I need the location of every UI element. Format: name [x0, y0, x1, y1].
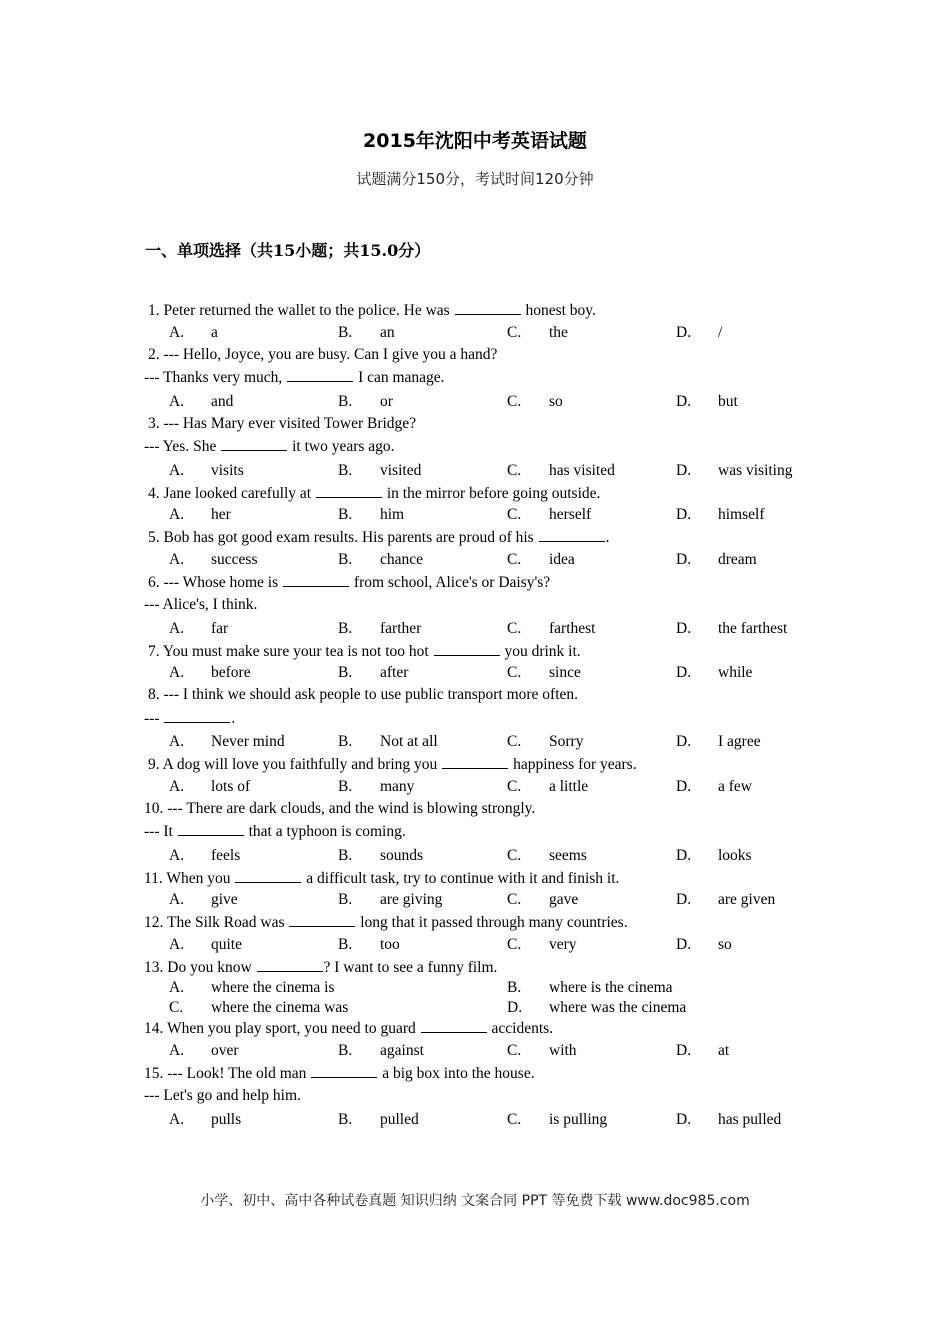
question-item	[0, 798, 950, 867]
options-row	[0, 1040, 950, 1062]
option-text: over	[211, 1041, 239, 1059]
option-letter: A.	[169, 733, 185, 750]
footer-text: 小学、初中、高中各种试卷真题 知识归纳 文案合同 PPT 等免费下载 www.doc985.com	[200, 1193, 750, 1209]
option-text: has pulled	[718, 1110, 782, 1128]
question-stem	[0, 571, 950, 594]
stem-text: --- Alice's, I think.	[144, 596, 258, 613]
option-text: far	[211, 619, 229, 637]
question-item	[0, 640, 950, 685]
options-row	[0, 504, 950, 526]
option-text: farther	[380, 619, 422, 637]
option-letter: A.	[169, 619, 185, 637]
stem-text: 3. --- Has Mary ever visited Tower Bridge?	[148, 414, 417, 432]
stem-text: 7. You must make sure your tea is not too hot	[148, 642, 433, 660]
stem-text: 2. --- Hello, Joyce, you are busy. Can I give you a hand?	[148, 345, 498, 363]
option-letter: D.	[676, 323, 692, 341]
option-letter: B.	[507, 979, 522, 996]
stem-text: 10. --- There are dark clouds, and the wind is blowing strongly.	[144, 799, 536, 817]
stem-text: accidents.	[487, 1020, 554, 1037]
option-letter: A.	[169, 664, 185, 681]
options-row	[0, 845, 950, 867]
option-text: where was the cinema	[549, 998, 687, 1016]
option-letter: B.	[338, 619, 353, 637]
stem-text: from school, Alice's or Daisy's?	[350, 573, 551, 591]
question-item	[0, 482, 950, 527]
option-text: after	[380, 664, 409, 681]
section-heading: 一、单项选择（共15小题；共15.0分）	[145, 241, 431, 260]
option-text: where the cinema is	[211, 979, 335, 996]
option-text: feels	[211, 846, 241, 864]
option-letter: C.	[507, 550, 522, 568]
answer-blank	[221, 435, 287, 451]
option-text: with	[549, 1041, 577, 1059]
answer-blank	[442, 753, 508, 769]
answer-blank	[287, 366, 353, 382]
option-letter: B.	[338, 461, 353, 479]
question-stem	[0, 482, 950, 505]
options-row	[0, 776, 950, 798]
option-text: many	[380, 777, 415, 795]
question-stem	[0, 867, 950, 890]
option-text: too	[380, 935, 400, 953]
option-letter: C.	[507, 619, 522, 637]
option-text: her	[211, 506, 231, 523]
option-letter: D.	[676, 733, 692, 750]
answer-blank	[539, 526, 605, 542]
option-letter: C.	[507, 935, 522, 953]
option-letter: C.	[507, 392, 522, 410]
question-item	[0, 526, 950, 571]
option-letter: A.	[169, 1041, 185, 1059]
stem-text: --- Yes. She	[144, 438, 221, 455]
option-text: a few	[718, 777, 752, 795]
option-text: herself	[549, 506, 592, 523]
option-text: at	[718, 1041, 730, 1059]
option-letter: A.	[169, 550, 185, 568]
option-letter: C.	[507, 506, 522, 523]
option-text: seems	[549, 846, 587, 864]
option-letter: C.	[507, 1041, 522, 1059]
stem-text: --- Let's go and help him.	[144, 1087, 301, 1104]
question-stem	[0, 1017, 950, 1040]
option-text: so	[549, 392, 563, 410]
stem-text: ---	[144, 709, 164, 727]
options-row	[0, 731, 950, 753]
option-text: quite	[211, 935, 242, 953]
question-item	[0, 911, 950, 956]
question-stem	[0, 640, 950, 663]
question-item	[0, 753, 950, 798]
question-stem	[0, 299, 950, 322]
dialogue-reply	[0, 707, 950, 732]
question-stem	[0, 1062, 950, 1085]
options-row	[0, 998, 950, 1018]
option-letter: C.	[507, 777, 522, 795]
answer-blank	[235, 867, 301, 883]
option-text: I agree	[718, 733, 761, 750]
stem-text: it two years ago.	[288, 438, 395, 455]
option-text: the	[549, 323, 568, 341]
options-row	[0, 549, 950, 571]
option-letter: D.	[676, 506, 692, 523]
stem-text: that a typhoon is coming.	[244, 823, 406, 840]
option-text: is pulling	[549, 1110, 608, 1128]
stem-text: 14. When you play sport, you need to guard	[144, 1020, 420, 1037]
option-text: visited	[380, 461, 422, 479]
stem-text: 13. Do you know	[144, 958, 256, 976]
option-letter: C.	[507, 1110, 522, 1128]
answer-blank	[283, 571, 349, 587]
option-letter: D.	[507, 998, 523, 1016]
answer-blank	[455, 299, 521, 315]
answer-blank	[178, 820, 244, 836]
option-text: sounds	[380, 846, 424, 864]
option-letter: A.	[169, 323, 185, 341]
option-text: gave	[549, 891, 579, 908]
stem-text: --- It	[144, 823, 177, 840]
question-item	[0, 684, 950, 753]
stem-text: 1. Peter returned the wallet to the police. He was	[148, 302, 454, 319]
option-letter: B.	[338, 891, 353, 908]
question-item	[0, 867, 950, 912]
option-letter: C.	[507, 733, 522, 750]
option-letter: D.	[676, 1110, 692, 1128]
option-text: against	[380, 1041, 424, 1059]
stem-text: 15. --- Look! The old man	[144, 1064, 311, 1082]
stem-text: honest boy.	[521, 302, 596, 319]
dialogue-reply	[0, 820, 950, 845]
option-letter: C.	[507, 664, 522, 681]
option-letter: B.	[338, 323, 353, 341]
question-stem	[0, 798, 950, 821]
stem-text: 11. When you	[144, 869, 235, 887]
option-text: but	[718, 392, 738, 410]
option-letter: D.	[676, 619, 692, 637]
option-text: are given	[718, 891, 776, 908]
question-item	[0, 413, 950, 482]
question-item	[0, 956, 950, 1018]
question-item	[0, 1017, 950, 1062]
option-text: an	[380, 323, 395, 341]
dialogue-reply	[0, 1084, 950, 1109]
stem-text: 5. Bob has got good exam results. His parents are proud of his	[148, 529, 538, 546]
option-text: where is the cinema	[549, 979, 673, 996]
option-text: lots of	[211, 777, 251, 795]
option-letter: A.	[169, 846, 185, 864]
options-row	[0, 618, 950, 640]
option-text: so	[718, 935, 732, 953]
option-letter: A.	[169, 777, 185, 795]
question-stem	[0, 684, 950, 707]
option-text: where the cinema was	[211, 998, 349, 1016]
option-text: him	[380, 506, 405, 523]
option-text: give	[211, 891, 238, 908]
option-letter: B.	[338, 1041, 353, 1059]
options-row	[0, 889, 950, 911]
option-text: before	[211, 664, 251, 681]
answer-blank	[164, 707, 230, 723]
question-item	[0, 344, 950, 413]
option-letter: A.	[169, 935, 185, 953]
question-stem	[0, 753, 950, 776]
option-letter: D.	[676, 1041, 692, 1059]
option-text: /	[718, 323, 723, 341]
option-text: has visited	[549, 461, 615, 479]
stem-text: --- Thanks very much,	[144, 369, 287, 386]
question-stem	[0, 911, 950, 934]
stem-text: 8. --- I think we should ask people to use public transport more often.	[148, 686, 579, 703]
answer-blank	[311, 1062, 377, 1078]
question-item	[0, 571, 950, 640]
option-letter: C.	[169, 998, 184, 1016]
option-text: pulled	[380, 1110, 419, 1128]
options-row	[0, 460, 950, 482]
question-item	[0, 299, 950, 344]
option-text: visits	[211, 461, 244, 479]
option-letter: D.	[676, 550, 692, 568]
option-text: are giving	[380, 891, 443, 908]
options-row	[0, 1109, 950, 1131]
options-row	[0, 934, 950, 956]
stem-text: .	[231, 709, 236, 727]
option-letter: D.	[676, 461, 692, 479]
option-text: pulls	[211, 1110, 242, 1128]
option-text: farthest	[549, 619, 596, 637]
answer-blank	[257, 956, 323, 972]
option-text: Never mind	[211, 733, 285, 750]
option-letter: C.	[507, 323, 522, 341]
option-text: chance	[380, 550, 424, 568]
answer-blank	[316, 482, 382, 498]
dialogue-reply	[0, 593, 950, 618]
option-text: since	[549, 664, 581, 681]
option-letter: B.	[338, 664, 353, 681]
answer-blank	[434, 640, 500, 656]
option-text: very	[549, 935, 577, 953]
option-letter: B.	[338, 846, 353, 864]
question-stem	[0, 956, 950, 979]
stem-text: .	[605, 529, 610, 546]
option-text: or	[380, 392, 393, 410]
option-letter: B.	[338, 506, 353, 523]
option-letter: B.	[338, 392, 353, 410]
stem-text: I can manage.	[354, 369, 445, 386]
option-text: a	[211, 323, 218, 341]
option-letter: D.	[676, 891, 692, 908]
stem-text: 4. Jane looked carefully at	[148, 484, 315, 502]
option-text: a little	[549, 777, 589, 795]
stem-text: long that it passed through many countries.	[356, 914, 628, 931]
stem-text: ? I want to see a funny film.	[323, 958, 498, 976]
option-text: himself	[718, 506, 765, 523]
option-letter: A.	[169, 1110, 185, 1128]
dialogue-reply	[0, 366, 950, 391]
question-item	[0, 1062, 950, 1131]
question-stem	[0, 344, 950, 367]
option-letter: D.	[676, 777, 692, 795]
option-letter: D.	[676, 392, 692, 410]
stem-text: you drink it.	[500, 642, 581, 660]
option-text: the farthest	[718, 619, 788, 637]
option-letter: A.	[169, 979, 185, 996]
answer-blank	[289, 911, 355, 927]
options-row	[0, 662, 950, 684]
option-letter: B.	[338, 733, 353, 750]
option-text: and	[211, 392, 234, 410]
page-title: 2015年沈阳中考英语试题	[363, 130, 587, 152]
question-stem	[0, 413, 950, 436]
option-letter: C.	[507, 846, 522, 864]
option-letter: D.	[676, 846, 692, 864]
exam-info: 试题满分150分，考试时间120分钟	[356, 170, 594, 188]
option-letter: B.	[338, 1110, 353, 1128]
option-text: Sorry	[549, 733, 584, 750]
option-text: idea	[549, 550, 575, 568]
option-text: looks	[718, 846, 752, 864]
options-row	[0, 978, 950, 998]
option-letter: C.	[507, 461, 522, 479]
stem-text: 9. A dog will love you faithfully and bring you	[148, 756, 442, 773]
option-letter: A.	[169, 891, 185, 908]
stem-text: in the mirror before going outside.	[383, 484, 601, 502]
option-text: was visiting	[718, 461, 793, 479]
question-stem	[0, 526, 950, 549]
option-text: while	[718, 664, 753, 681]
dialogue-reply	[0, 435, 950, 460]
option-text: success	[211, 550, 258, 568]
option-text: Not at all	[380, 733, 438, 750]
stem-text: happiness for years.	[509, 756, 637, 773]
options-row	[0, 322, 950, 344]
answer-blank	[421, 1017, 487, 1033]
question-list	[0, 299, 950, 1131]
option-text: dream	[718, 550, 757, 568]
option-letter: D.	[676, 664, 692, 681]
option-letter: C.	[507, 891, 522, 908]
stem-text: 6. --- Whose home is	[148, 573, 283, 591]
option-letter: B.	[338, 550, 353, 568]
stem-text: 12. The Silk Road was	[144, 914, 289, 931]
stem-text: a difficult task, try to continue with it and finish it.	[302, 869, 620, 887]
options-row	[0, 391, 950, 413]
option-letter: B.	[338, 777, 353, 795]
option-letter: D.	[676, 935, 692, 953]
option-letter: A.	[169, 461, 185, 479]
option-letter: A.	[169, 506, 185, 523]
option-letter: A.	[169, 392, 185, 410]
stem-text: a big box into the house.	[378, 1064, 535, 1082]
option-letter: B.	[338, 935, 353, 953]
